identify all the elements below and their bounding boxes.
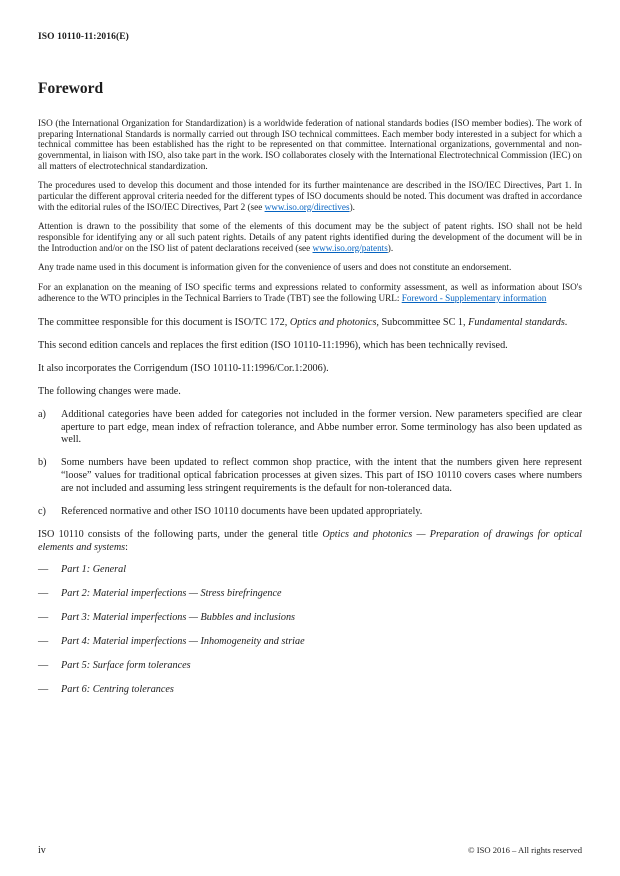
foreword-paragraph-1 xyxy=(38,118,582,171)
paragraph-text: , Subcommittee SC 1, xyxy=(376,317,469,329)
parts-list-item xyxy=(38,612,582,625)
change-list-item-b xyxy=(38,457,582,496)
list-item-label: b) xyxy=(38,457,47,469)
paragraph-text: Any trade name used in this document is information given for the convenience of users and does not constitute an endorsement. xyxy=(38,262,512,273)
paragraph-text: Attention is drawn to the possibility that some of the elements of this document may be the subject of patent rights. ISO shall not be held responsible for identifying any or all such patent rights. Details of any patent rights identified during the development of the document will be in the Introduction and/or on the ISO list of patent declarations received (see xyxy=(38,221,582,253)
foreword-paragraph-8 xyxy=(38,363,582,376)
part-title: Part 4: Material imperfections — Inhomogeneity and striae xyxy=(61,635,305,647)
list-item-text: Additional categories have been added for categories not included in the former version. New parameters specified are clear aperture to part edge, mean index of refraction tolerance, and Abbe number error. Some terminology has also been updated as well. xyxy=(61,408,582,446)
series-general-title: Optics and photonics — Preparation of drawings for optical elements and systems xyxy=(38,528,582,553)
paragraph-text: ISO (the International Organization for Standardization) is a worldwide federation of national standards bodies (ISO member bodies). The work of preparing International Standards is normally carried out through ISO technical committees. Each member body interested in a subject for which a technical committee has been established has the right to be represented on that committee. International organizations, governmental and non-governmental, in liaison with ISO, also take part in the work. ISO collaborates closely with the International Electrotechnical Commission (IEC) on all matters of electrotechnical standardization. xyxy=(38,118,582,171)
list-item-text: Referenced normative and other ISO 10110 documents have been updated appropriately. xyxy=(61,505,423,517)
page-number: iv xyxy=(38,845,46,856)
foreword-supplementary-link[interactable]: Foreword - Supplementary information xyxy=(401,292,547,303)
subcommittee-name: Fundamental standards xyxy=(468,317,565,329)
committee-name: Optics and photonics xyxy=(289,317,377,329)
paragraph-text: This second edition cancels and replaces the first edition (ISO 10110-11:1996), which has been technically revised. xyxy=(38,340,508,352)
foreword-paragraph-9 xyxy=(38,386,582,399)
dash-bullet: — xyxy=(38,683,49,695)
paragraph-text: : xyxy=(125,541,128,553)
dash-bullet: — xyxy=(38,564,49,576)
iso-directives-link[interactable]: www.iso.org/directives xyxy=(264,201,350,212)
change-list-item-a xyxy=(38,409,582,448)
paragraph-text: For an explanation on the meaning of ISO specific terms and expressions related to conformity assessment, as well as information about ISO's adherence to the WTO principles in the Technical Barriers to Trade (TBT) see the following URL: xyxy=(38,282,582,303)
iso-patents-link[interactable]: www.iso.org/patents xyxy=(312,242,388,253)
paragraph-text: ). xyxy=(349,201,355,212)
part-title: Part 5: Surface form tolerances xyxy=(61,659,191,671)
parts-list-item xyxy=(38,660,582,673)
part-title: Part 6: Centring tolerances xyxy=(61,683,174,695)
paragraph-text: . xyxy=(564,317,568,329)
list-item-label: a) xyxy=(38,408,46,420)
foreword-paragraph-3 xyxy=(38,221,582,253)
dash-bullet: — xyxy=(38,588,49,600)
paragraph-text: The procedures used to develop this document and those intended for its further maintenance are described in the ISO/IEC Directives, Part 1. In particular the different approval criteria needed for the different types of ISO documents should be noted. This document was drafted in accordance with the editorial rules of the ISO/IEC Directives, Part 2 (see xyxy=(38,180,582,212)
dash-bullet: — xyxy=(38,635,49,647)
parts-list-item xyxy=(38,684,582,697)
dash-bullet: — xyxy=(38,612,49,624)
dash-bullet: — xyxy=(38,659,49,671)
paragraph-text: The committee responsible for this document is ISO/TC 172, xyxy=(38,317,290,329)
parts-list-item xyxy=(38,636,582,649)
foreword-paragraph-5 xyxy=(38,282,582,303)
document-reference: ISO 10110-11:2016(E) xyxy=(38,32,129,42)
part-title: Part 1: General xyxy=(61,564,127,576)
parts-list-item xyxy=(38,588,582,601)
foreword-paragraph-10 xyxy=(38,529,582,555)
part-title: Part 2: Material imperfections — Stress birefringence xyxy=(61,588,282,600)
paragraph-text: The following changes were made. xyxy=(38,385,181,397)
paragraph-text: It also incorporates the Corrigendum (ISO 10110-11:1996/Cor.1:2006). xyxy=(38,363,329,375)
copyright-notice: © ISO 2016 – All rights reserved xyxy=(468,845,582,855)
part-title: Part 3: Material imperfections — Bubbles and inclusions xyxy=(61,612,296,624)
change-list-item-c xyxy=(38,506,582,519)
page-header xyxy=(38,26,582,44)
parts-list-item xyxy=(38,564,582,577)
foreword-paragraph-2 xyxy=(38,180,582,212)
foreword-paragraph-4 xyxy=(38,262,582,273)
paragraph-text: ). xyxy=(387,242,394,253)
list-item-text: Some numbers have been updated to reflect common shop practice, with the intent that the numbers given here represent “loose” values for traditional optical fabrication processes at given sizes. This part of ISO 10110 covers cases where numbers are not included and assuming less stringent requirements is the default for non-toleranced data. xyxy=(61,457,582,494)
section-title-foreword: Foreword xyxy=(38,80,104,97)
page-footer xyxy=(38,845,582,856)
paragraph-text: ISO 10110 consists of the following parts, under the general title xyxy=(38,528,323,540)
list-item-label: c) xyxy=(38,505,46,517)
foreword-paragraph-7 xyxy=(38,340,582,353)
foreword-paragraph-6 xyxy=(38,317,582,330)
